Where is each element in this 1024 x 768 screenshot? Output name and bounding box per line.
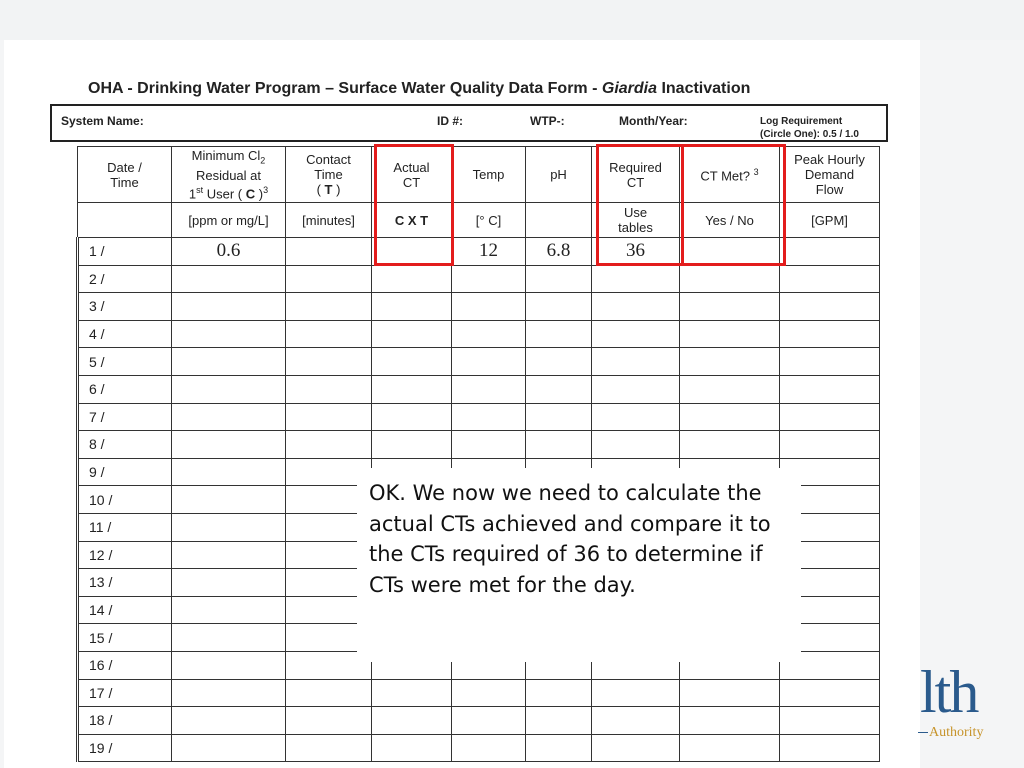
- cell-cl: [172, 679, 286, 707]
- cell-contact: [286, 238, 372, 266]
- table-row: [78, 403, 880, 431]
- header-chlorine: Minimum $Cl_2$ Residual at 1st User ( C )$^3$: [172, 147, 286, 203]
- cell-required: [592, 375, 680, 403]
- cell-date: 8 /: [78, 431, 172, 459]
- units-contact: [minutes]: [286, 203, 372, 238]
- cell-required: [592, 734, 680, 762]
- cell-contact: [286, 431, 372, 459]
- cell-cl: [172, 513, 286, 541]
- id-label: ID #:: [437, 114, 464, 128]
- cell-peak: [780, 431, 880, 459]
- log-requirement: [760, 115, 859, 141]
- cell-peak: [780, 293, 880, 321]
- cell-actual: [372, 320, 452, 348]
- cell-date: 5 /: [78, 348, 172, 376]
- cell-cl: [172, 596, 286, 624]
- cell-contact: [286, 679, 372, 707]
- cell-peak: [780, 734, 880, 762]
- logo-subtitle-text: Authority: [929, 725, 984, 740]
- actual-ct-highlight: [374, 144, 454, 266]
- cell-ph: [526, 265, 592, 293]
- form-title-suffix: Inactivation: [657, 80, 751, 97]
- cell-ctmet: [680, 293, 780, 321]
- cell-cl: [172, 651, 286, 679]
- table-row: [78, 320, 880, 348]
- cell-date: 7 /: [78, 403, 172, 431]
- cell-temp: [452, 431, 526, 459]
- cell-contact: [286, 348, 372, 376]
- required-ct-highlight: [596, 144, 786, 266]
- cell-ctmet: [680, 707, 780, 735]
- table-row: [78, 734, 880, 762]
- cell-peak: [780, 238, 880, 266]
- cell-required: 36: [592, 238, 680, 266]
- cell-cl: 0.6: [172, 238, 286, 266]
- header-actual-ct: Actual CT: [372, 147, 452, 203]
- cell-ph: [526, 348, 592, 376]
- left-band: [0, 40, 4, 768]
- top-band: [0, 0, 1024, 40]
- cell-cl: [172, 348, 286, 376]
- callout-box: OK. We now we need to calculate the actual CTs achieved and compare it to the CTs required of 36 to determine if CTs were met for the day.: [357, 468, 801, 662]
- cell-contact: [286, 265, 372, 293]
- cell-date: 1 /: [78, 238, 172, 266]
- cell-actual: [372, 679, 452, 707]
- cell-ph: [526, 403, 592, 431]
- log-req-line2: (Circle One): 0.5 / 1.0: [760, 129, 859, 140]
- month-year-label: Month/Year:: [619, 114, 688, 128]
- form-title-italic: Giardia: [601, 80, 658, 97]
- cell-required: [592, 403, 680, 431]
- cell-actual: [372, 403, 452, 431]
- cell-ctmet: [680, 375, 780, 403]
- cell-actual: [372, 707, 452, 735]
- cell-cl: [172, 707, 286, 735]
- cell-required: [592, 707, 680, 735]
- cell-cl: [172, 569, 286, 597]
- cell-ph: [526, 375, 592, 403]
- cell-cl: [172, 431, 286, 459]
- system-info-box: [50, 104, 888, 142]
- cell-actual: [372, 265, 452, 293]
- cell-ctmet: [680, 348, 780, 376]
- cell-cl: [172, 624, 286, 652]
- wtp-label: WTP-:: [530, 114, 565, 128]
- cell-contact: [286, 375, 372, 403]
- units-date: [78, 203, 172, 238]
- cell-peak: [780, 679, 880, 707]
- cell-actual: [372, 348, 452, 376]
- cell-cl: [172, 320, 286, 348]
- cell-peak: [780, 320, 880, 348]
- header-contact-time: Contact Time ( T ): [286, 147, 372, 203]
- cell-ctmet: [680, 679, 780, 707]
- cell-ctmet: [680, 431, 780, 459]
- cell-ph: 6.8: [526, 238, 592, 266]
- cell-cl: [172, 458, 286, 486]
- cell-temp: 12: [452, 238, 526, 266]
- cell-date: 12 /: [78, 541, 172, 569]
- logo-mark: lth: [920, 659, 978, 725]
- cell-ph: [526, 707, 592, 735]
- logo-subtitle: [918, 725, 983, 741]
- table-row: [78, 348, 880, 376]
- table-row: [78, 265, 880, 293]
- cell-contact: [286, 707, 372, 735]
- cell-date: 3 /: [78, 293, 172, 321]
- cell-ph: [526, 293, 592, 321]
- cell-peak: [780, 403, 880, 431]
- cell-temp: [452, 734, 526, 762]
- cell-date: 16 /: [78, 651, 172, 679]
- units-temp: [° C]: [452, 203, 526, 238]
- cell-date: 17 /: [78, 679, 172, 707]
- cell-ctmet: [680, 320, 780, 348]
- cell-peak: [780, 265, 880, 293]
- cell-date: 6 /: [78, 375, 172, 403]
- form-title-prefix: OHA - Drinking Water Program – Surface Water Quality Data Form -: [88, 80, 602, 97]
- cell-date: 11 /: [78, 513, 172, 541]
- cell-temp: [452, 348, 526, 376]
- table-row: [78, 375, 880, 403]
- header-required-ct: Required CT: [592, 147, 680, 203]
- cell-contact: [286, 403, 372, 431]
- header-temp: Temp: [452, 147, 526, 203]
- cell-cl: [172, 734, 286, 762]
- cell-cl: [172, 403, 286, 431]
- cell-temp: [452, 403, 526, 431]
- logo-dash: [918, 732, 928, 733]
- table-row: [78, 431, 880, 459]
- cell-cl: [172, 265, 286, 293]
- cell-ctmet: [680, 734, 780, 762]
- cell-date: 19 /: [78, 734, 172, 762]
- required-ct-divider: [681, 144, 684, 266]
- cell-contact: [286, 734, 372, 762]
- table-row: [78, 707, 880, 735]
- header-ph: pH: [526, 147, 592, 203]
- cell-actual: [372, 734, 452, 762]
- units-actual: C X T: [372, 203, 452, 238]
- cell-required: [592, 293, 680, 321]
- cell-required: [592, 265, 680, 293]
- cell-date: 2 /: [78, 265, 172, 293]
- cell-cl: [172, 293, 286, 321]
- cell-required: [592, 348, 680, 376]
- system-name-label: System Name:: [61, 114, 144, 128]
- units-peak: [GPM]: [780, 203, 880, 238]
- cell-ctmet: [680, 265, 780, 293]
- units-ph: [526, 203, 592, 238]
- table-row: [78, 293, 880, 321]
- units-required: Use tables: [592, 203, 680, 238]
- cell-peak: [780, 707, 880, 735]
- cell-date: 14 /: [78, 596, 172, 624]
- cell-temp: [452, 707, 526, 735]
- cell-required: [592, 320, 680, 348]
- header-peak-flow: Peak Hourly Demand Flow: [780, 147, 880, 203]
- units-chlorine: [ppm or mg/L]: [172, 203, 286, 238]
- cell-cl: [172, 541, 286, 569]
- cell-actual: [372, 375, 452, 403]
- cell-peak: [780, 348, 880, 376]
- units-ct-met: Yes / No: [680, 203, 780, 238]
- cell-temp: [452, 320, 526, 348]
- cell-actual: [372, 293, 452, 321]
- cell-required: [592, 679, 680, 707]
- cell-temp: [452, 375, 526, 403]
- cell-cl: [172, 486, 286, 514]
- form-title: [88, 80, 750, 98]
- log-req-line1: Log Requirement: [760, 116, 843, 127]
- cell-contact: [286, 293, 372, 321]
- cell-temp: [452, 265, 526, 293]
- cell-date: 13 /: [78, 569, 172, 597]
- cell-date: 10 /: [78, 486, 172, 514]
- cell-actual: [372, 431, 452, 459]
- cell-ph: [526, 320, 592, 348]
- cell-ctmet: [680, 403, 780, 431]
- cell-ph: [526, 431, 592, 459]
- cell-peak: [780, 375, 880, 403]
- header-ct-met: CT Met? $^3$: [680, 147, 780, 203]
- cell-date: 9 /: [78, 458, 172, 486]
- cell-temp: [452, 679, 526, 707]
- header-date: Date / Time: [78, 147, 172, 203]
- cell-date: 18 /: [78, 707, 172, 735]
- cell-contact: [286, 320, 372, 348]
- cell-temp: [452, 293, 526, 321]
- cell-ph: [526, 679, 592, 707]
- cell-date: 15 /: [78, 624, 172, 652]
- cell-cl: [172, 375, 286, 403]
- cell-date: 4 /: [78, 320, 172, 348]
- cell-ph: [526, 734, 592, 762]
- cell-required: [592, 431, 680, 459]
- authority-logo: [918, 659, 1008, 746]
- table-row: [78, 679, 880, 707]
